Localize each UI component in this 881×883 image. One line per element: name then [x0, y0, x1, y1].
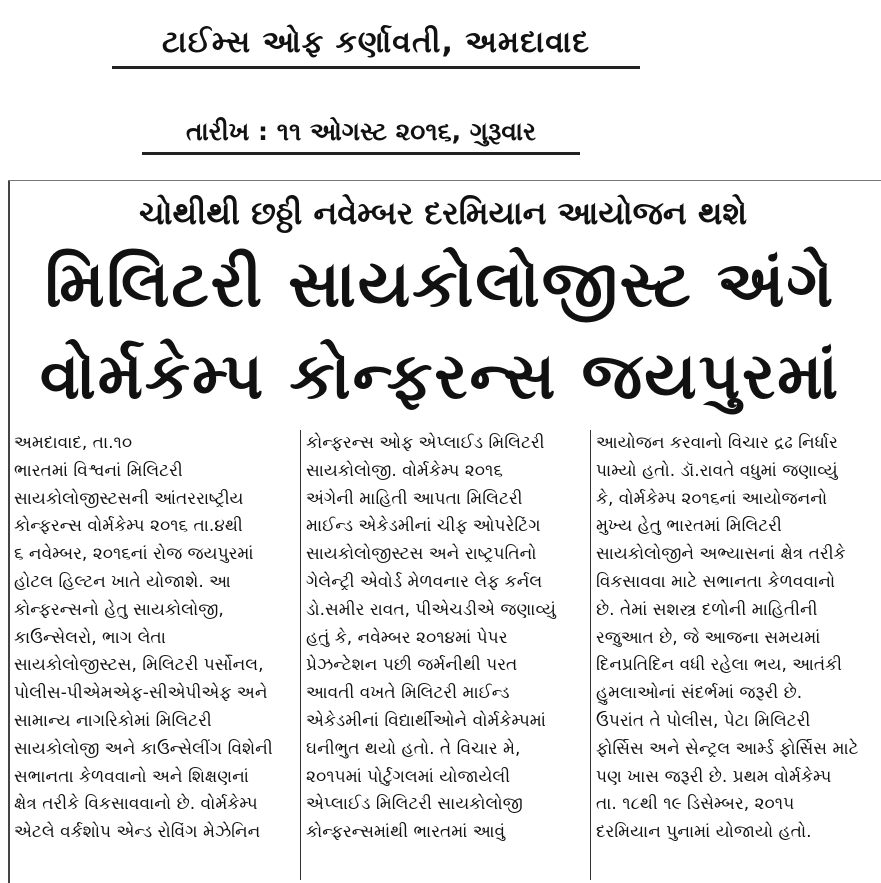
column-line: કોન્ફરન્સનો હેતુ સાયકોલોજી,: [14, 599, 224, 620]
column-line: આવતી વખતે મિલિટરી માઈન્ડ: [306, 683, 510, 704]
column-line: પોલીસ-પીએમએફ-સીએપીએફ અને: [14, 683, 268, 704]
column-line: ભારતમાં વિશ્વનાં મિલિટરી: [14, 460, 183, 481]
article-column-1: [14, 430, 296, 880]
column-line: એપ્લાઈડ મિલિટરી સાયકોલોજી: [306, 794, 523, 815]
column-line: ઘનીભુત થયો હતો. તે વિચાર મે,: [306, 738, 521, 759]
column-line: તા. ૧૮થી ૧૯ ડિસેમ્બર, ૨૦૧૫: [596, 794, 795, 815]
column-line: સાયકોલોજીસ્ટસની આંતરરાષ્ટ્રીય: [14, 488, 244, 509]
column-line: એકેડમીનાં વિદ્યાર્થીઓને વોર્મકેમ્પમાં: [306, 710, 546, 731]
article-column-2: [306, 430, 586, 880]
column-line: સાયકોલોજીને અભ્યાસનાં ક્ષેત્ર તરીકે: [596, 544, 846, 565]
column-line: સાયકોલોજી અને કાઉન્સેલીંગ વિશેની: [14, 738, 273, 759]
column-line: સાયકોલોજી. વોર્મકેમ્પ ૨૦૧૬: [306, 460, 503, 481]
column-line: સાયકોલોજીસ્ટસ, મિલિટરી પર્સોનલ,: [14, 655, 264, 676]
column-line: ક્ષેત્ર તરીકે વિકસાવવાનો છે. વોર્મકેમ્પ: [14, 794, 258, 815]
column-line: ફોર્સિસ અને સેન્ટ્રલ આર્મ્ડ ફોર્સિસ માટે: [596, 738, 859, 759]
date-underline: [142, 152, 580, 155]
column-line: ગેલેન્ટ્રી એવોર્ડ મેળવનાર લેફ કર્નલ: [306, 571, 543, 592]
column-line: સાયકોલોજીસ્ટસ અને રાષ્ટ્રપતિનો: [306, 544, 537, 565]
column-divider: [590, 430, 591, 880]
column-line: ૬ નવેમ્બર, ૨૦૧૬નાં રોજ જયપુરમાં: [14, 544, 254, 565]
column-line: છે. તેમાં સશસ્ત્ર દળોની માહિતીની: [596, 599, 818, 620]
column-line: સામાન્ય નાગરિકોમાં મિલિટરી: [14, 710, 212, 731]
column-line: સભાનતા કેળવવાનો અને શિક્ષણનાં: [14, 766, 249, 787]
article-kicker: ચોથીથી છઠ્ઠી નવેમ્બર દરમિયાન આયોજન થશે: [138, 193, 748, 232]
column-line: અંગેની માહિતી આપતા મિલિટરી: [306, 488, 523, 509]
column-line: આયોજન કરવાનો વિચાર દ્રઢ નિર્ધાર: [596, 433, 838, 453]
headline-line-1: મિલિટરી સાયકોલોજીસ્ટ અંગે: [44, 248, 836, 322]
column-line: પામ્યો હતો. ડૉ.રાવતે વધુમાં જણાવ્યું: [596, 460, 838, 481]
column-divider: [300, 430, 301, 880]
column-line: અમદાવાદ, તા.૧૦: [14, 433, 133, 453]
column-line: ૨૦૧૫માં પોર્ટુગલમાં યોજાયેલી: [306, 766, 511, 787]
column-line: મુખ્ય હેતુ ભારતમાં મિલિટરી: [596, 516, 782, 537]
column-line: કોન્ફરન્સ ઓફ એપ્લાઈડ મિલિટરી: [306, 433, 545, 453]
column-line: દિનપ્રતિદિન વધી રહેલા ભય, આતંકી: [596, 655, 843, 676]
publication-date: તારીખ : ૧૧ ઓગસ્ટ ૨૦૧૬, ગુરૂવાર: [186, 117, 536, 146]
column-line: રજુઆત છે, જે આજના સમયમાં: [596, 627, 821, 648]
article-clipping: [8, 180, 881, 883]
column-line: હોટલ હિલ્ટન ખાતે યોજાશે. આ: [14, 571, 231, 592]
column-line: ડો.સમીર રાવત, પીએચડીએ જણાવ્યું: [306, 599, 556, 620]
article-column-3: [596, 430, 876, 880]
column-line: ઉપરાંત તે પોલીસ, પેટા મિલિટરી: [596, 710, 811, 731]
newspaper-masthead: ટાઈમ્સ ઓફ કર્ણાવતી, અમદાવાદ: [161, 24, 591, 60]
column-line: પ્રેઝન્ટેશન પછી જર્મનીથી પરત: [306, 655, 518, 676]
column-line: હતું કે, નવેમ્બર ૨૦૧૪માં પેપર: [306, 627, 508, 648]
column-line: કાઉન્સેલરો, ભાગ લેતા: [14, 627, 166, 648]
column-line: વિકસાવવા માટે સભાનતા કેળવવાનો: [596, 571, 836, 592]
column-line: દરમિયાન પુનામાં યોજાયો હતો.: [596, 822, 812, 843]
column-line: માઈન્ડ એકેડમીનાં ચીફ ઓપરેટિંગ: [306, 516, 541, 537]
column-line: કોન્ફરન્સમાંથી ભારતમાં આવું: [306, 822, 506, 843]
column-line: કોન્ફરન્સ વોર્મકેમ્પ ૨૦૧૬ તા.૪થી: [14, 516, 243, 537]
clipping-top-edge: [8, 180, 881, 181]
masthead-underline: [112, 66, 640, 69]
headline-line-2: વોર્મકેમ્પ કોન્ફરન્સ જયપુરમાં: [39, 340, 841, 414]
column-line: પણ ખાસ જરૂરી છે. પ્રથમ વોર્મકેમ્પ: [596, 766, 832, 787]
column-line: હુમલાઓનાં સંદર્ભમાં જરૂરી છે.: [596, 683, 803, 704]
column-line: કે, વોર્મકેમ્પ ૨૦૧૬નાં આયોજનનો: [596, 488, 828, 509]
column-line: એટલે વર્કશોપ એન્ડ રોવિંગ મેઝેનિન: [14, 822, 261, 843]
